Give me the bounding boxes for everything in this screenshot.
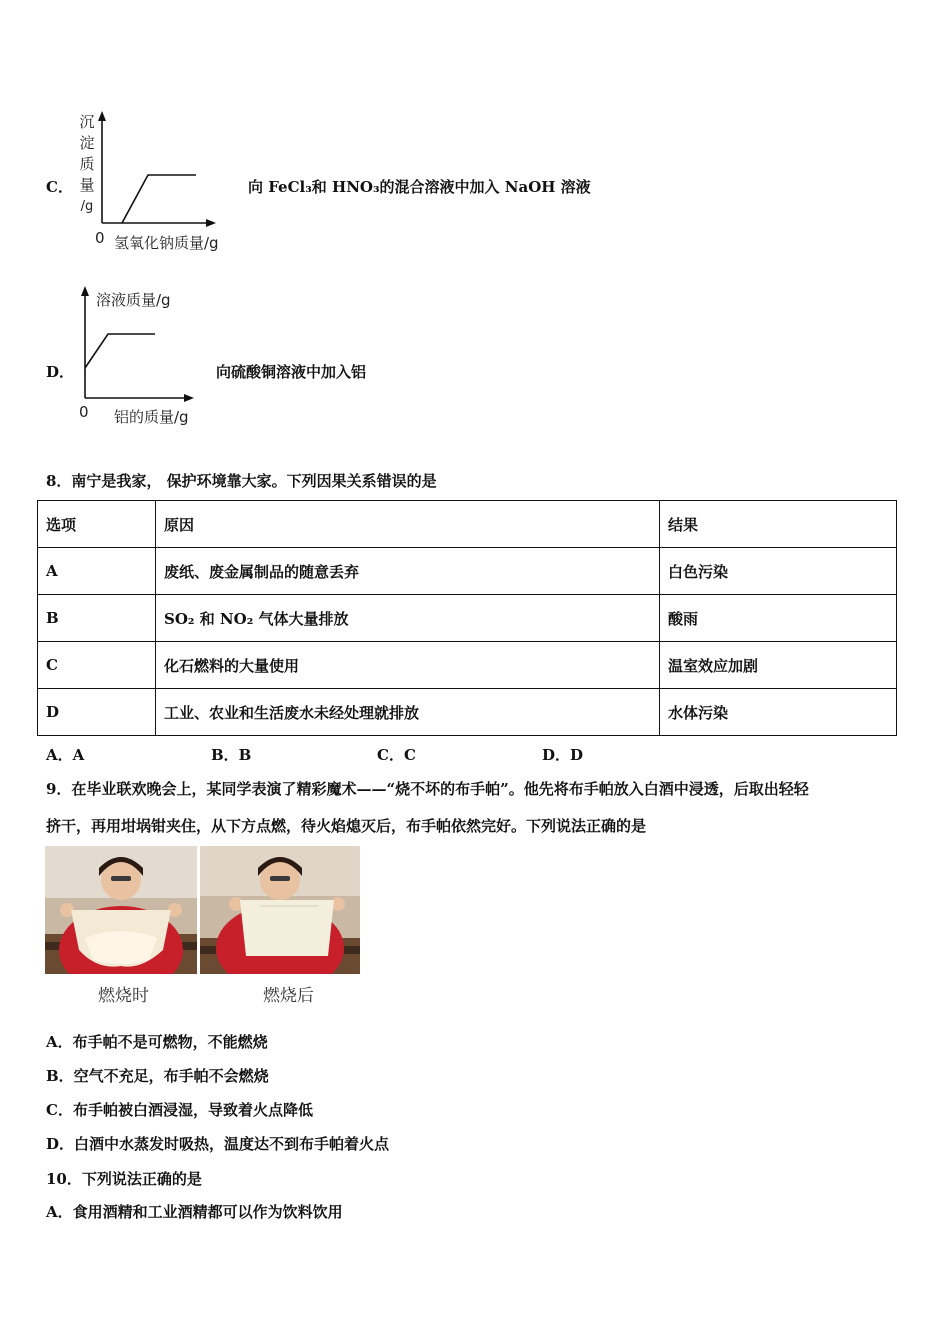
cause-effect-table bbox=[37, 500, 897, 736]
table-header-row bbox=[38, 501, 897, 548]
y-label-char: /g bbox=[80, 199, 94, 214]
q8-answer-a: A．A bbox=[46, 746, 85, 764]
row-option: D bbox=[38, 689, 156, 736]
photo-after-burning bbox=[200, 846, 360, 974]
q8-stem: 8．南宁是我家， 保护环境靠大家。下列因果关系错误的是 bbox=[46, 472, 437, 490]
row-cause: 化石燃料的大量使用 bbox=[156, 642, 660, 689]
q10-option-a: A．食用酒精和工业酒精都可以作为饮料饮用 bbox=[46, 1203, 343, 1221]
option-c-y-label bbox=[77, 112, 97, 217]
y-axis-arrow bbox=[81, 286, 89, 296]
row-result: 白色污染 bbox=[660, 548, 897, 595]
option-c-x-label: 氢氧化钠质量/g bbox=[114, 234, 219, 252]
q8-answer-c: C．C bbox=[377, 746, 416, 764]
option-d-y-label: 溶液质量/g bbox=[96, 291, 171, 309]
row-option: C bbox=[38, 642, 156, 689]
table-row bbox=[38, 642, 897, 689]
q9-option-a: A．布手帕不是可燃物，不能燃烧 bbox=[46, 1033, 268, 1051]
q9-option-d: D．白酒中水蒸发时吸热，温度达不到布手帕着火点 bbox=[46, 1135, 390, 1153]
solution-mass-curve bbox=[85, 334, 155, 368]
option-d-origin: 0 bbox=[79, 403, 89, 421]
row-cause: 工业、农业和生活废水未经处理就排放 bbox=[156, 689, 660, 736]
y-label-char: 淀 bbox=[79, 134, 95, 152]
option-d-text: 向硫酸铜溶液中加入铝 bbox=[216, 363, 367, 381]
row-result: 温室效应加剧 bbox=[660, 642, 897, 689]
q8-answer-d: D．D bbox=[542, 746, 584, 764]
q9-stem-line1: 9．在毕业联欢晚会上，某同学表演了精彩魔术——“烧不坏的布手帕”。他先将布手帕放入白酒中浸透，后取出轻轻 bbox=[46, 780, 809, 798]
q8-answer-b: B．B bbox=[211, 746, 252, 764]
row-cause: SO₂ 和 NO₂ 气体大量排放 bbox=[156, 595, 660, 642]
q9-option-b: B．空气不充足，布手帕不会燃烧 bbox=[46, 1067, 269, 1085]
y-axis-arrow bbox=[98, 111, 106, 121]
table-row bbox=[38, 548, 897, 595]
x-axis-arrow bbox=[184, 394, 194, 402]
option-d-letter: D． bbox=[46, 363, 75, 381]
row-result: 水体污染 bbox=[660, 689, 897, 736]
q9-stem-line2: 挤干，再用坩埚钳夹住，从下方点燃，待火焰熄灭后，布手帕依然完好。下列说法正确的是 bbox=[46, 817, 647, 835]
q10-stem: 10．下列说法正确的是 bbox=[46, 1170, 202, 1188]
row-option: A bbox=[38, 548, 156, 595]
table-row bbox=[38, 689, 897, 736]
caption-after-burning: 燃烧后 bbox=[263, 986, 314, 1006]
q9-option-c: C．布手帕被白酒浸湿，导致着火点降低 bbox=[46, 1101, 313, 1119]
header-option: 选项 bbox=[38, 501, 156, 548]
photo-after-illustration bbox=[200, 846, 360, 974]
option-c-letter: C． bbox=[46, 178, 73, 196]
x-axis-arrow bbox=[206, 219, 216, 227]
header-result: 结果 bbox=[660, 501, 897, 548]
option-c-text: 向 FeCl₃和 HNO₃的混合溶液中加入 NaOH 溶液 bbox=[248, 178, 591, 196]
precipitate-curve bbox=[122, 175, 196, 223]
y-label-char: 沉 bbox=[79, 113, 95, 131]
option-d-x-label: 铝的质量/g bbox=[114, 408, 189, 426]
photo-burning-illustration bbox=[45, 846, 197, 974]
table-row bbox=[38, 595, 897, 642]
option-c-origin: 0 bbox=[95, 229, 105, 247]
y-label-char: 质 bbox=[79, 155, 95, 173]
row-result: 酸雨 bbox=[660, 595, 897, 642]
y-label-char: 量 bbox=[79, 176, 95, 194]
row-option: B bbox=[38, 595, 156, 642]
row-cause: 废纸、废金属制品的随意丢弃 bbox=[156, 548, 660, 595]
caption-burning: 燃烧时 bbox=[98, 986, 149, 1006]
photo-burning bbox=[45, 846, 197, 974]
header-cause: 原因 bbox=[156, 501, 660, 548]
